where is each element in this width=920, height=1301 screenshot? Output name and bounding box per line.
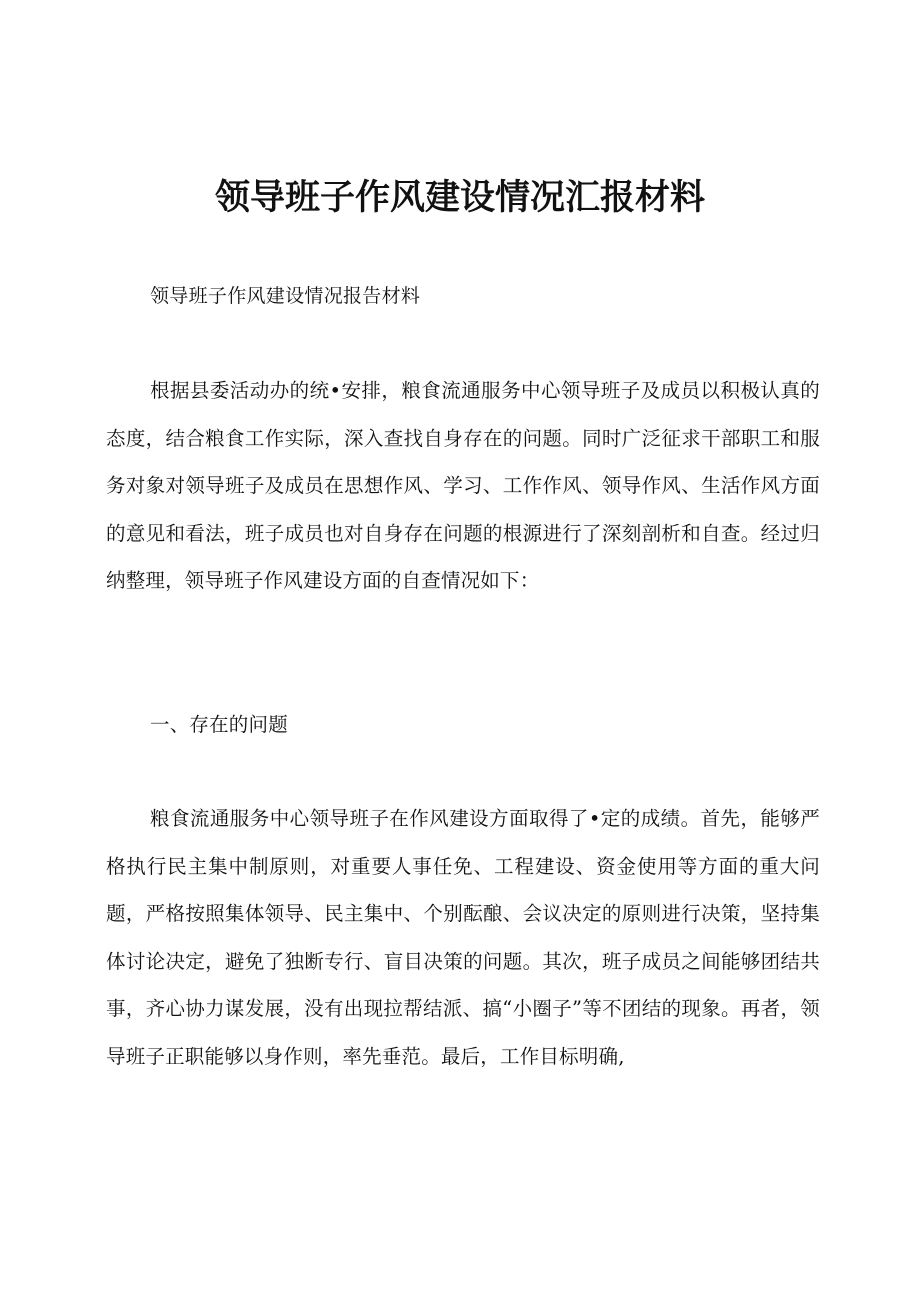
paragraph-problems: 粮食流通服务中心领导班子在作风建设方面取得了•定的成绩。首先，能够严格执行民主集中制原则，对重要人事任免、工程建设、资金使用等方面的重大问题，严格按照集体领导、民主集中、个别酝酿、会议决定的原则进行决策，坚持集体讨论决定，避免了独断专行、盲目决策的问题。其次，班子成员之间能够团结共事，齐心协力谋发展，没有出现拉帮结派、搞“小圈子”等不团结的现象。再者，领导班子正职能够以身作则，率先垂范。最后，工作目标明确, [106, 807, 820, 1068]
section-heading-problems: 一、存在的问题 [150, 713, 288, 736]
document-subtitle: 领导班子作风建设情况报告材料 [150, 285, 421, 307]
document-title: 领导班子作风建设情况汇报材料 [214, 178, 705, 218]
paragraph-intro: 根据县委活动办的统•安排，粮食流通服务中心领导班子及成员以积极认真的态度，结合粮食工作实际，深入查找自身存在的问题。同时广泛征求干部职工和服务对象对领导班子及成员在思想作风、学习、工作作风、领导作风、生活作风方面的意见和看法，班子成员也对自身存在问题的根源进行了深刻剖析和自查。经过归纳整理，领导班子作风建设方面的自查情况如下： [106, 379, 820, 592]
